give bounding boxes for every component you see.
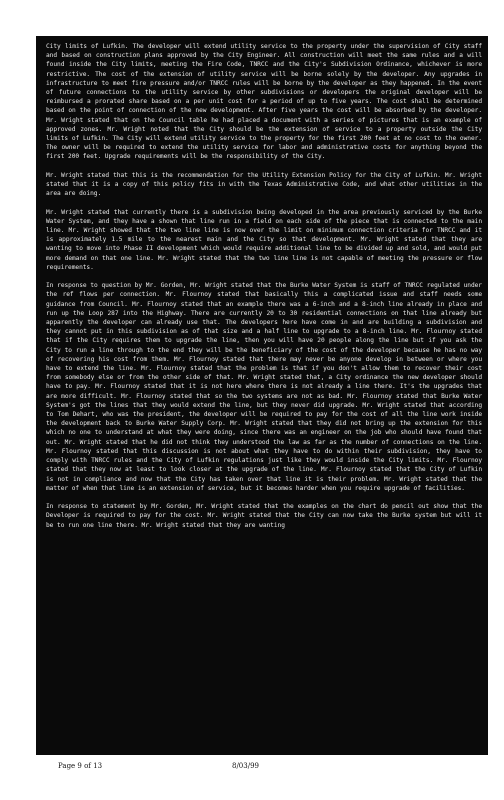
page-number: Page 9 of 13 bbox=[58, 762, 103, 770]
footer-date: 8/03/99 bbox=[232, 762, 259, 770]
paragraph-1: City limits of Lufkin. The developer will extend utility service to the property under the supervision of City staff and based on construction plans approved by the City Engineer. All construction will meet the same rules and a will found inside the City limits, meeting the Fire Code, TNRCC and the City's Subdivision Ordinance, whichever is more restrictive. The cost of the extension of utility service will be borne solely by the developer. Any upgrades in infrastructure to meet fire pressure and/or TNRCC rules will be borne by the developer as they happened. In the event of future connections to the utility service by other subdivisions or developers the original developer will be reimbursed a prorated share based on a per unit cost for a period of up to five years. The cost shall be determined based on the point of connection of the new development. After five years the cost will be absorbed by the developer. Mr. Wright stated that on the Council table he had placed a document with a series of pictures that is an example of approved zones. Mr. Wright noted that the City should be the extension of service to a property outside the City limits of Lufkin. The City will extend utility service to the property for the first 200 feet at no cost to the owner. The owner will be required to extend the utility service for labor and administrative costs for anything beyond the first 200 feet. Upgrade requirements will be the responsibility of the City. bbox=[46, 43, 482, 161]
paragraph-5: In response to statement by Mr. Gorden, Mr. Wright stated that the examples on the chart do pencil out show that the Developer is required to pay for the cost. Mr. Wright stated that the City can now take the Burke system but will it be to run one line there. Mr. Wright stated that they are wanting bbox=[46, 503, 482, 529]
document-body bbox=[46, 42, 482, 539]
paragraph-3: Mr. Wright stated that currently there is a subdivision being developed in the area previously serviced by the Burke Water System, and they have a shown that line run in a field on each side of the piece that is connected to the main line. Mr. Wright showed that the two line line is now over the limit on minimum connection criteria for TNRCC and it is approximately 1.5 mile to the nearest main and the City so that development. Mr. Wright stated that they are wanting to move into Phase II development which would require additional line to be divided up and sold, and would put more demand on that one line. Mr. Wright stated that the two line line is not capable of meeting the pressure or flow requirements. bbox=[46, 208, 482, 271]
page-footer bbox=[0, 760, 504, 800]
paragraph-4: In response to question by Mr. Gorden, Mr. Wright stated that the Burke Water System is staff of TNRCC regulated under the ref flows per connection. Mr. Flournoy stated that basically this a complicated issue and staff needs some guidance from Council. Mr. Flournoy stated that an example there was a 6-inch and a 8-inch line already in place and run up the Loop 287 into the Highway. There are currently 20 to 30 residential connections on that line already but apparently the developer can already use that. The developers here have come in and are building a subdivision and they cannot put in this subdivision as of that size and a half line to upgrade to a 8-inch line. Mr. Flournoy stated that if the City requires them to upgrade the line, then you will have 20 people along the line but if you ask the City to run a line through to the end they will be the beneficiary of the cost of the developer because he has no way of recovering his cost from them. Mr. Flournoy stated that there may never be anyone develop in between or where you have to extend the line. Mr. Flournoy stated that the problem is that if you don't allow them to recover their cost from somebody else or from the other side of that. Mr. Wright stated that, a City ordinance the new developer should have to pay. Mr. Flournoy stated that it is not here where there is not already a line there. It's the upgrades that are more difficult. Mr. Flournoy stated that so the two systems are not as bad. Mr. Flournoy stated that Burke Water System's got the lines that they would extend the line, but they never did upgrade. Mr. Wright stated that according to Tom Dehart, who was the president, the developer will be required to pay for the cost of all the line work inside the development back to Burke Water Supply Corp. Mr. Wright stated that they did not bring up the extension for this which no one to understand at what they were doing, since there was an engineer on the job who should have found that out. Mr. Wright stated that he did not think they understood the law as far as the number of connections on the line. Mr. Flournoy stated that this discussion is not about what they have to do within their subdivision, they have to comply with TNRCC rules and the City of Lufkin regulations just like they would inside the City limits. Mr. Flournoy stated that they now at least to look closer at the upgrade of the line. Mr. Flournoy stated that the City of Lufkin is not in compliance and now that the City has taken over that line it is their problem. Mr. Wright stated that the matter of when that line is an extension of service, but it becomes harder when you require upgrade of facilities. bbox=[46, 282, 482, 492]
paragraph-2: Mr. Wright stated that this is the recommendation for the Utility Extension Policy for the City of Lufkin. Mr. Wright stated that it is a copy of this policy fits in with the Texas Administrative Code, and what other utilities in the area are doing. bbox=[46, 171, 482, 198]
